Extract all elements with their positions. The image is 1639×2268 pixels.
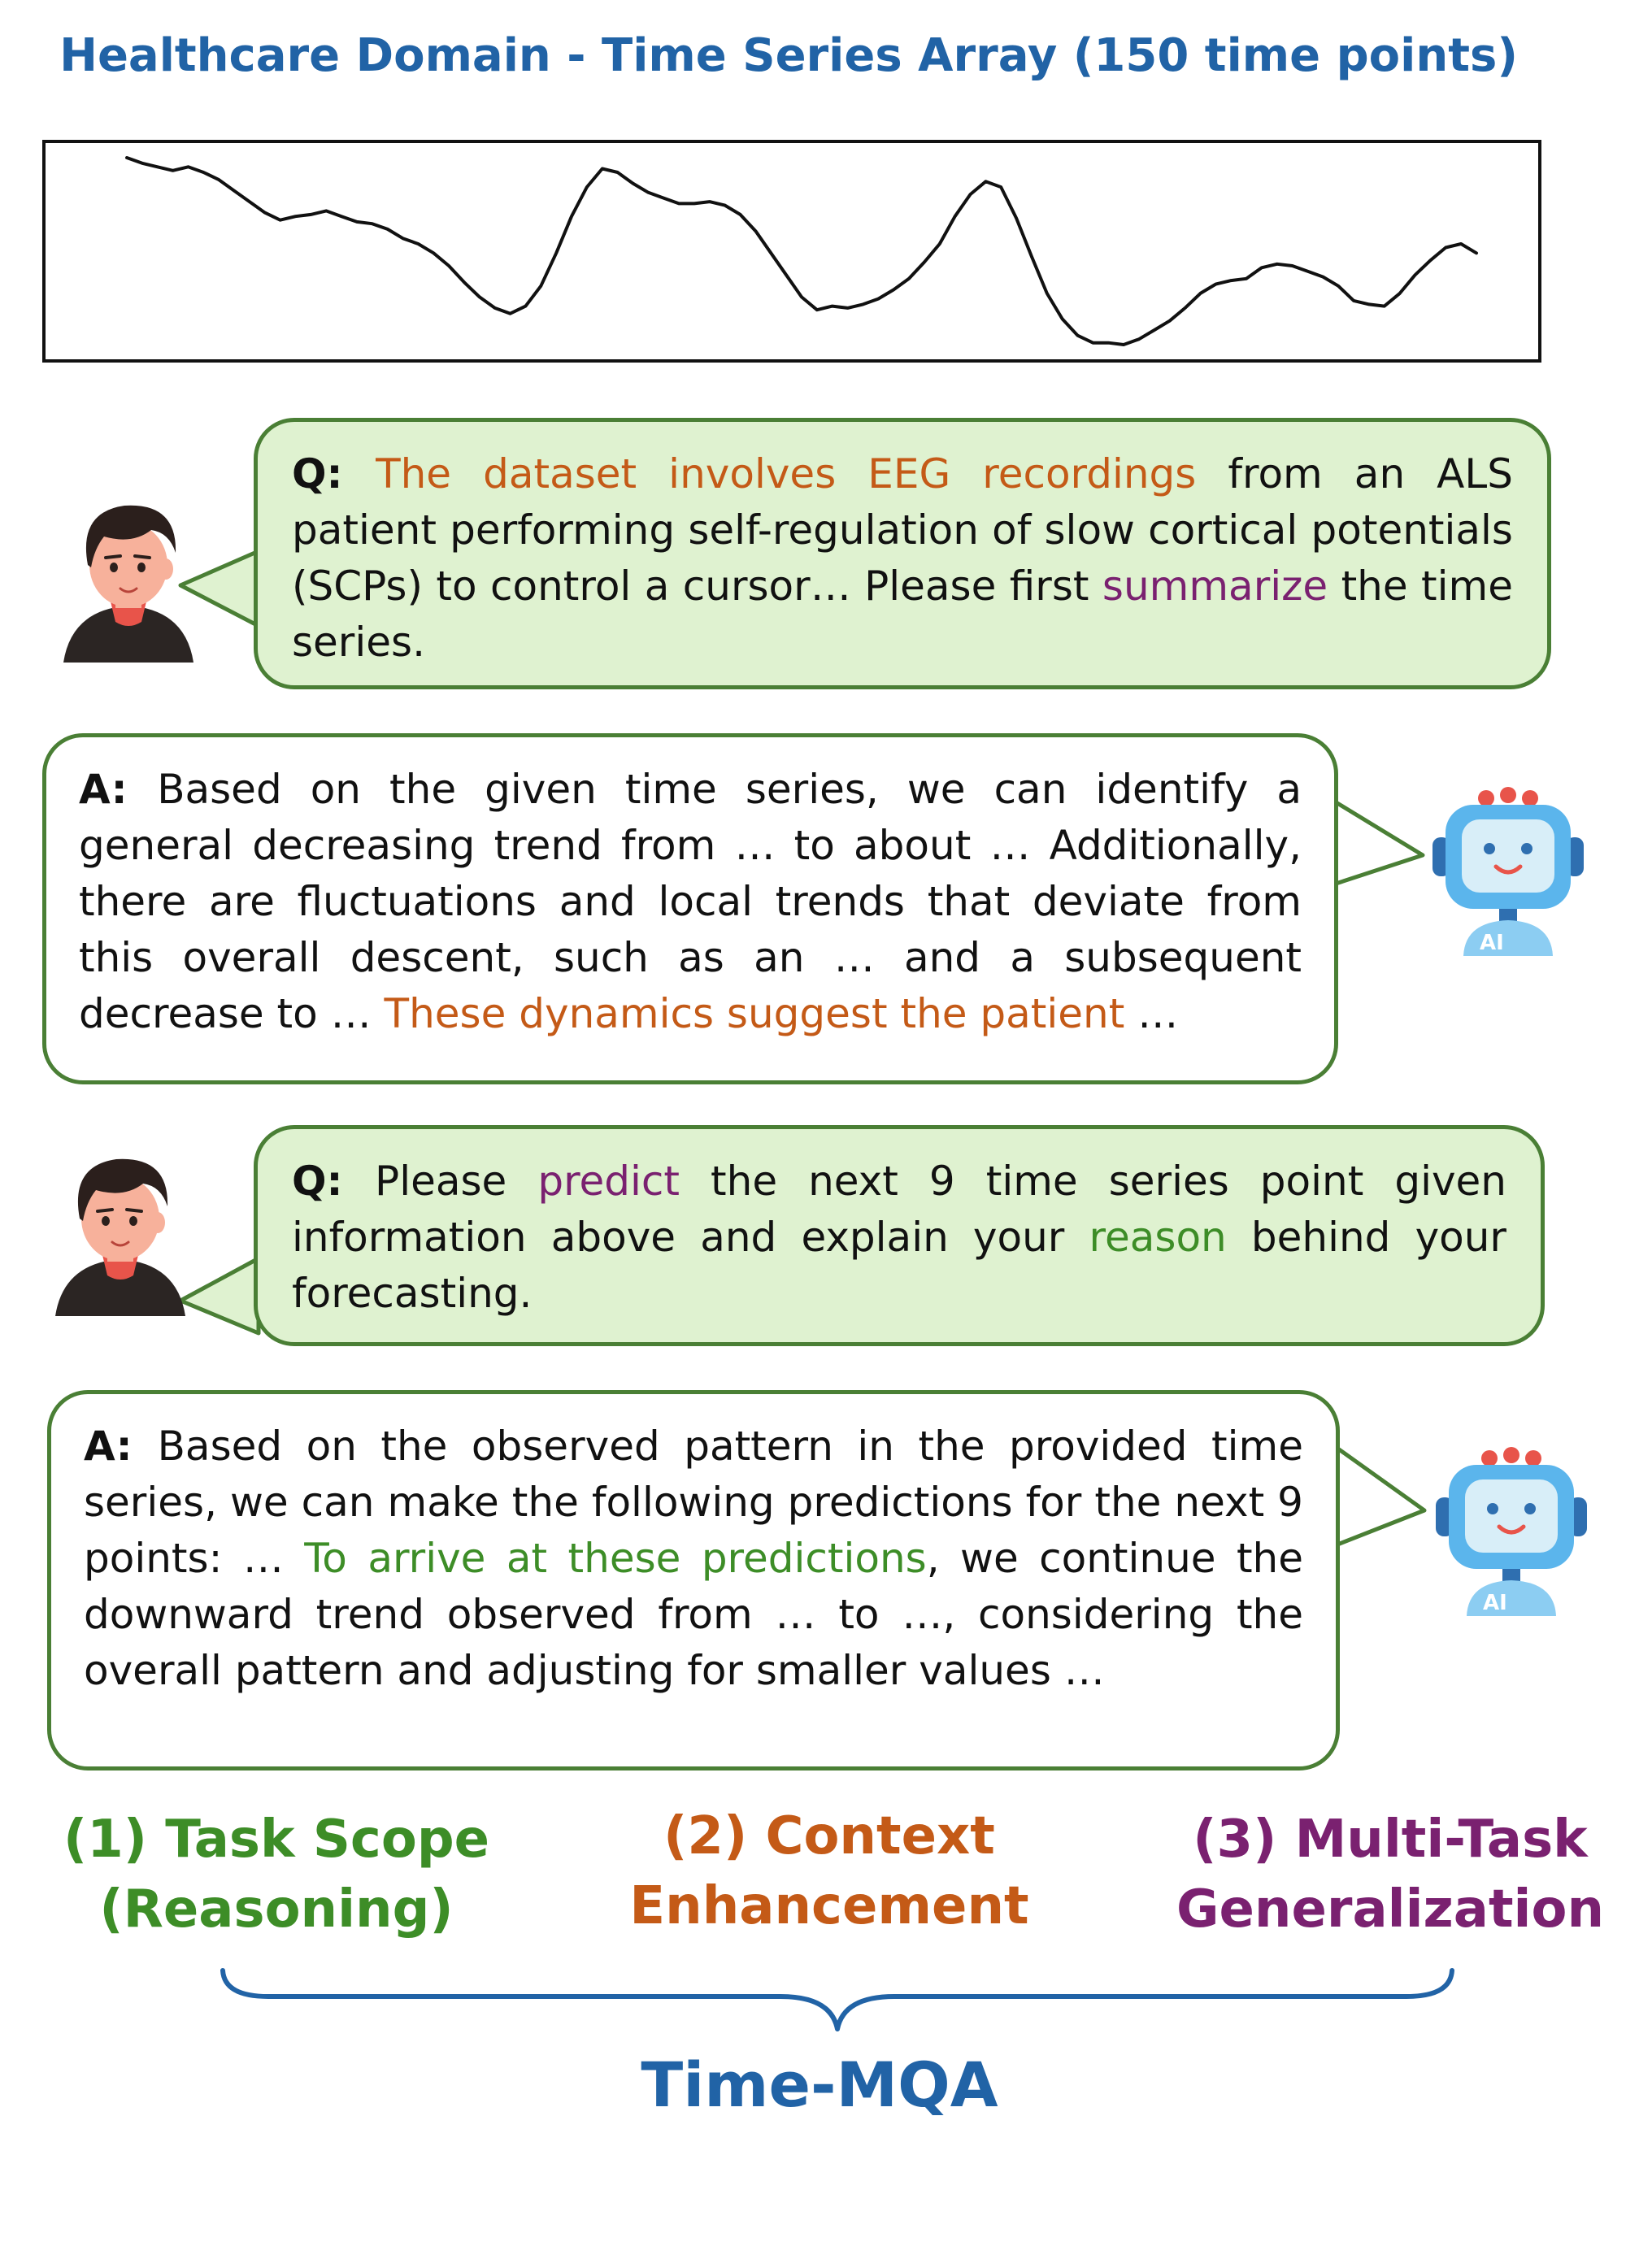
- speaker-label: A:: [79, 766, 158, 813]
- curly-brace: [220, 1967, 1455, 2032]
- highlighted-phrase: To arrive at these predictions: [304, 1535, 927, 1582]
- text-segment: …: [1124, 990, 1179, 1037]
- text-segment: Based on the given time series, we can identify a general decreasing trend from … to about … Additionally, there are fluctuations and local trends that deviate from this overall descent, such as an … and a subsequent decrease to …: [79, 766, 1302, 1037]
- text-segment: , we continue the downward trend observed from … to …, considering the overall pattern and adjusting for smaller values …: [84, 1535, 1304, 1694]
- feature-line: Generalization: [1176, 1879, 1605, 1940]
- highlighted-phrase: These dynamics suggest the patient: [384, 990, 1125, 1037]
- question-bubble-predict: [254, 1125, 1545, 1346]
- text-segment: from an ALS patient performing self-regulation of slow cortical potentials (SCPs) to control a cursor… Please first: [292, 450, 1513, 610]
- feature-multi-task-generalization: [1154, 1805, 1626, 1944]
- time-series-panel: [42, 140, 1541, 363]
- text-segment: the time series.: [292, 563, 1513, 666]
- speaker-label: A:: [84, 1423, 158, 1470]
- highlighted-phrase: predict: [537, 1158, 680, 1205]
- feature-line: (2) Context: [663, 1806, 995, 1866]
- figure-title: Healthcare Domain - Time Series Array (150 time points): [59, 29, 1518, 82]
- text-segment: behind your forecasting.: [292, 1214, 1506, 1317]
- question-bubble-summarize: [254, 418, 1551, 689]
- answer-bubble-summary: [42, 733, 1338, 1084]
- user-avatar-icon: [55, 488, 202, 667]
- robot-badge: AI: [1480, 931, 1504, 955]
- time-series-line: [127, 158, 1476, 345]
- feature-line: (1) Task Scope: [63, 1810, 490, 1870]
- feature-task-scope: [33, 1805, 520, 1944]
- feature-line: (Reasoning): [99, 1879, 454, 1940]
- speaker-label: Q:: [292, 1158, 376, 1205]
- text-segment: Please: [375, 1158, 538, 1205]
- ai-robot-icon: [1423, 787, 1593, 958]
- feature-context-enhancement: [585, 1801, 1073, 1941]
- highlighted-phrase: summarize: [1102, 563, 1328, 610]
- highlighted-phrase: reason: [1089, 1214, 1227, 1261]
- feature-line: Enhancement: [629, 1876, 1029, 1936]
- answer-bubble-prediction: [47, 1390, 1340, 1771]
- user-avatar-icon: [47, 1141, 193, 1320]
- time-series-chart: [46, 143, 1538, 359]
- ai-robot-icon: [1426, 1447, 1597, 1618]
- text-segment: the next 9 time series point given information above and explain your: [292, 1158, 1506, 1261]
- framework-name: Time-MQA: [641, 2049, 998, 2121]
- speaker-label: Q:: [292, 450, 376, 497]
- text-segment: Based on the observed pattern in the provided time series, we can make the following predictions for the next 9 points: …: [84, 1423, 1303, 1582]
- feature-line: (3) Multi-Task: [1193, 1810, 1588, 1870]
- robot-badge: AI: [1483, 1591, 1507, 1615]
- highlighted-phrase: The dataset involves EEG recordings: [376, 450, 1197, 497]
